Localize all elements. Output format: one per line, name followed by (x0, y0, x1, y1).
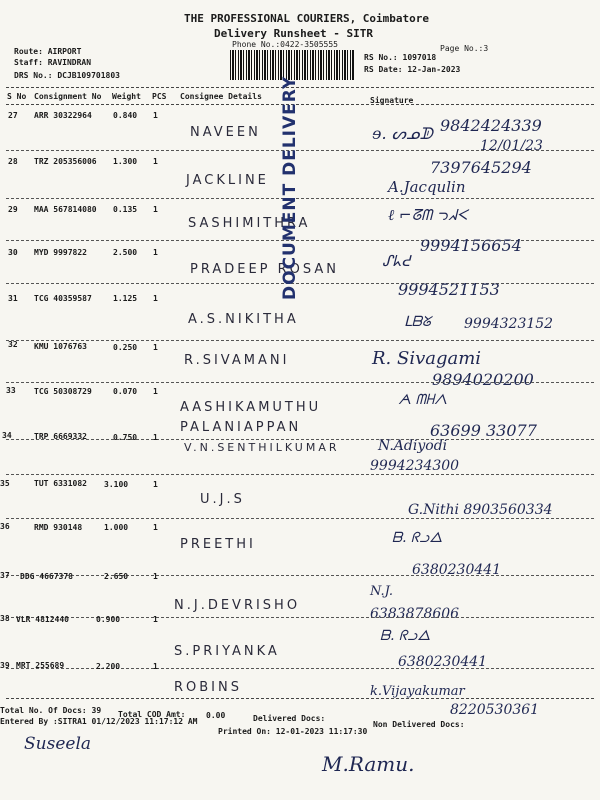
total-docs: Total No. Of Docs: 39 (0, 706, 102, 715)
row-signature-scribble: ᒪᗷᘜ (404, 314, 431, 330)
row-sno: 35 (0, 479, 10, 488)
total-cod-label: Total COD Amt: (118, 710, 186, 719)
row-signature-phone: 9994156654 (420, 236, 522, 255)
row-weight: 0.250 (113, 343, 138, 352)
row-signature-phone: 63699 33077 (430, 421, 537, 440)
row-pcs: 1 (153, 523, 158, 532)
row-signature-phone: 6383878606 (370, 606, 460, 622)
row-consignee: PREETHI (180, 537, 256, 552)
row-divider (6, 474, 594, 475)
row-pcs: 1 (153, 433, 158, 442)
row-signature-name: A.Jacqulin (388, 178, 466, 196)
row-weight: 0.070 (113, 387, 138, 396)
row-signature-phone: 9994234300 (370, 458, 460, 474)
row-consignee: V.N.SENTHILKUMAR (184, 441, 340, 454)
row-pcs: 1 (153, 157, 158, 166)
row-divider (6, 283, 594, 284)
row-signature-phone: 8220530361 (450, 702, 540, 718)
row-pcs: 1 (153, 387, 158, 396)
row-divider (6, 575, 594, 576)
col-weight: Weight (112, 92, 141, 101)
header-rule-top (6, 87, 594, 88)
row-weight: 0.750 (113, 433, 138, 442)
col-sno: S No (7, 92, 27, 101)
row-sno: 28 (8, 157, 18, 166)
row-signature-phone: 6380230441 (398, 654, 488, 670)
row-consignee: R.SIVAMANI (184, 353, 290, 368)
row-pcs: 1 (153, 248, 158, 257)
row-signature-date: 12/01/23 (480, 138, 543, 154)
row-pcs: 1 (153, 615, 158, 624)
row-sno: 32 (8, 340, 18, 349)
row-signature-name: R. Sivagami (372, 348, 482, 369)
row-weight: 0.900 (96, 615, 121, 624)
row-consignment: MRT 255689 (16, 661, 65, 670)
row-divider (6, 340, 594, 341)
row-signature-scribble: ᗷ. ᖇᓗᐃ (392, 530, 443, 546)
row-pcs: 1 (153, 343, 158, 352)
row-consignee: JACKLINE (186, 173, 269, 188)
row-signature-scribble: ᗅ ᗰᕼᐱ (398, 392, 448, 408)
row-sno: 34 (2, 431, 12, 440)
row-weight: 2.500 (113, 248, 138, 257)
row-consignee: S.PRIYANKA (174, 644, 280, 659)
row-consignee: NAVEEN (190, 125, 261, 140)
signature-left: Suseela (24, 734, 92, 754)
row-weight: 3.100 (104, 480, 129, 489)
rs-number: RS No.: 1097018 (364, 53, 437, 62)
row-consignee: SASHIMITHRA (188, 216, 311, 231)
row-consignee: PRADEEP ROSAN (190, 262, 340, 277)
row-divider (6, 382, 594, 383)
row-weight: 2.200 (96, 662, 121, 671)
row-pcs: 1 (153, 662, 158, 671)
row-sno: 29 (8, 205, 18, 214)
row-weight: 1.300 (113, 157, 138, 166)
company-name: THE PROFESSIONAL COURIERS, Coimbatore (184, 12, 430, 25)
row-weight: 1.125 (113, 294, 138, 303)
route: Route: AIRPORT (14, 47, 82, 56)
row-consignment: VLR 4812440 (16, 615, 69, 624)
footer-rule (6, 698, 594, 699)
row-pcs: 1 (153, 111, 158, 120)
row-sno: 31 (8, 294, 18, 303)
page-number: Page No.:3 (440, 44, 489, 53)
row-consignment: TRZ 205356006 (34, 157, 97, 166)
row-sno: 39 (0, 661, 10, 670)
row-consignment: DDG 4667378 (20, 572, 73, 581)
staff: Staff: RAVINDRAN (14, 58, 92, 67)
row-consignee: A.S.NIKITHA (188, 312, 299, 327)
row-weight: 1.000 (104, 523, 129, 532)
row-weight: 2.650 (104, 572, 129, 581)
row-weight: 0.135 (113, 205, 138, 214)
row-sno: 38 (0, 614, 10, 623)
total-cod-amount: 0.00 (206, 711, 226, 720)
row-consignment: TRP 6669332 (34, 432, 87, 441)
row-pcs: 1 (153, 294, 158, 303)
row-signature-phone: 9894020200 (432, 370, 534, 389)
row-divider (6, 198, 594, 199)
row-pcs: 1 (153, 205, 158, 214)
row-pcs: 1 (153, 572, 158, 581)
signature-right: M.Ramu. (322, 752, 415, 776)
non-delivered-docs: Non Delivered Docs: (373, 720, 465, 729)
header-rule-bottom (6, 104, 594, 105)
row-signature-phone-2: 9994323152 (464, 316, 554, 332)
col-pcs: PCS (152, 92, 167, 101)
row-weight: 0.840 (113, 111, 138, 120)
row-consignee: ROBINS (174, 680, 242, 695)
entered-by: Entered By :SITRA1 01/12/2023 11:17:12 AM (0, 717, 198, 726)
row-sno: 30 (8, 248, 18, 257)
row-divider (6, 439, 594, 440)
row-consignment: TCG 40359587 (34, 294, 92, 303)
row-signature-scribble: ᔑᖾᕍ (382, 252, 411, 270)
drs-number: DRS No.: DCJB109701803 (14, 71, 120, 80)
row-sno: 33 (6, 386, 16, 395)
row-signature-name: k.Vijayakumar (370, 684, 465, 699)
row-consignment: RMD 930148 (34, 523, 83, 532)
row-consignment: KMU 1076763 (34, 342, 87, 351)
col-signature: Signature (370, 96, 414, 105)
row-divider (6, 150, 594, 151)
row-pcs: 1 (153, 480, 158, 489)
row-signature-name: N.J. (370, 584, 394, 599)
col-consignment: Consignment No (34, 92, 102, 101)
rs-date: RS Date: 12-Jan-2023 (364, 65, 461, 74)
row-signature-scribble: ℓ ⌐ᘔᗰ ᓓᖽᐸ (388, 206, 468, 224)
row-divider (6, 518, 594, 519)
row-consignment: ARR 30322964 (34, 111, 92, 120)
row-signature-phone: 6380230441 (412, 562, 502, 578)
row-signature-phone: 9842424339 (440, 116, 542, 135)
document-delivery-stamp: DOCUMENT DELIVERY (280, 75, 300, 300)
row-consignment: TCG 50308729 (34, 387, 92, 396)
runsheet-title: Delivery Runsheet - SITR (214, 27, 373, 40)
row-signature-name: N.Adiyodi (378, 438, 448, 454)
row-divider (6, 617, 594, 618)
row-signature-phone: 9994521153 (398, 280, 500, 299)
row-signature-scribble: ᗷ. ᖇᓗᐃ (380, 628, 431, 644)
delivered-docs: Delivered Docs: (253, 714, 326, 723)
printed-on: Printed On: 12-01-2023 11:17:30 (218, 727, 368, 736)
row-consignee: U.J.S (200, 492, 245, 507)
row-signature-scribble: ɘ. ᔕᓄᗫ (372, 124, 433, 143)
row-sno: 37 (0, 571, 10, 580)
row-consignment: MYD 9997822 (34, 248, 87, 257)
row-consignment: TUT 6331082 (34, 479, 87, 488)
row-consignee: AASHIKAMUTHU PALANIAPPAN (180, 400, 322, 435)
row-consignment: MAA 567814080 (34, 205, 97, 214)
row-divider (6, 668, 594, 669)
row-sno: 27 (8, 111, 18, 120)
row-signature-name-phone: G.Nithi 8903560334 (408, 502, 553, 518)
row-sno: 36 (0, 522, 10, 531)
phone-number: Phone No.:0422-3505555 (232, 40, 338, 49)
row-consignee: N.J.DEVRISHO (174, 598, 301, 613)
col-consignee: Consignee Details (180, 92, 262, 101)
row-signature-phone: 7397645294 (430, 158, 532, 177)
